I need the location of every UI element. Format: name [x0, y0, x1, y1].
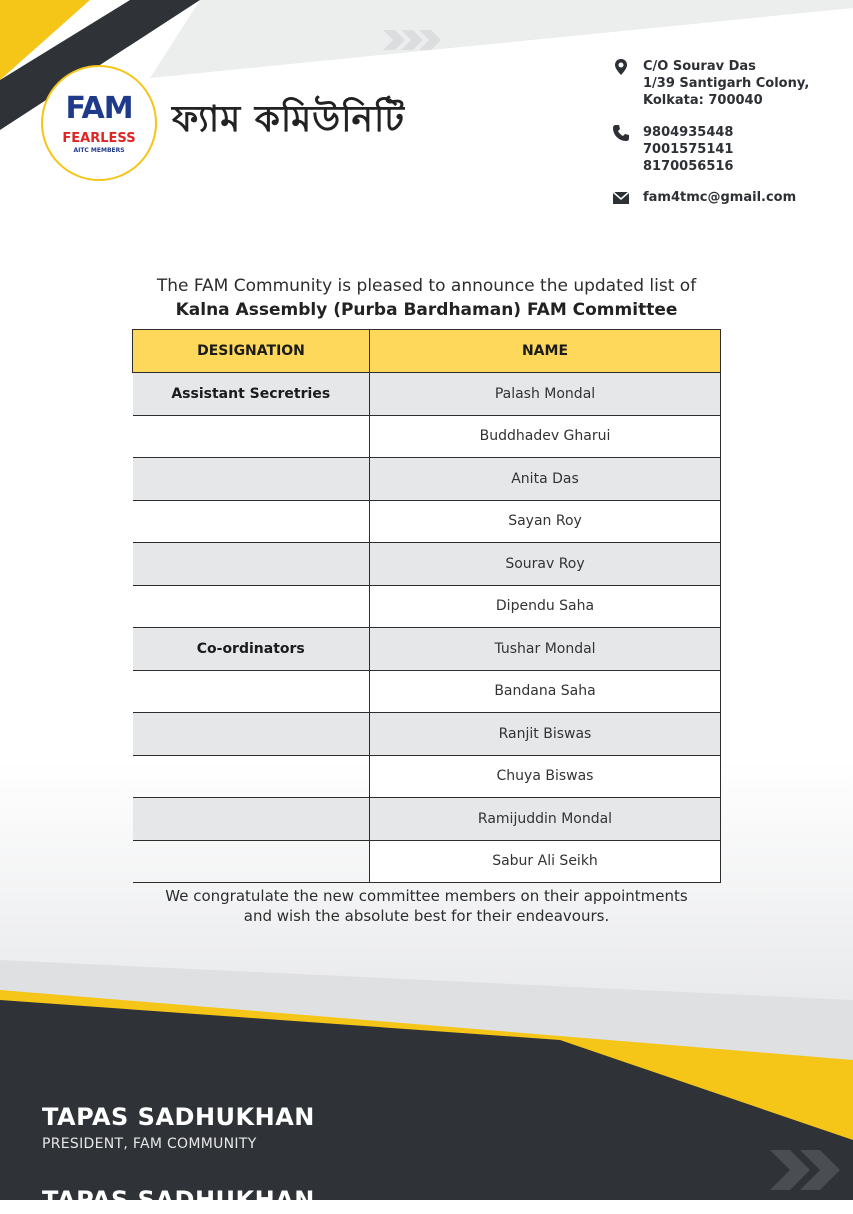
address-line-3: Kolkata: 700040: [643, 93, 763, 108]
intro-line: The FAM Community is pleased to announce the updated list of: [156, 276, 697, 296]
designation-header: DESIGNATION: [133, 330, 370, 373]
name-cell: Tushar Mondal: [370, 628, 721, 671]
table-row: [133, 458, 721, 501]
name-header: NAME: [370, 330, 721, 373]
designation-cell: [133, 500, 370, 543]
address-line-1: C/O Sourav Das: [643, 59, 756, 74]
name-cell: Sabur Ali Seikh: [370, 840, 721, 883]
designation-cell: [133, 798, 370, 841]
designation-cell: [133, 755, 370, 798]
table-row: [133, 373, 721, 416]
logo-main-text: FAM: [65, 91, 133, 126]
phone-2[interactable]: 7001575141: [643, 142, 734, 157]
designation-cell: [133, 543, 370, 586]
closing-line-2: and wish the absolute best for their endeavours.: [243, 907, 610, 925]
name-cell: Anita Das: [370, 458, 721, 501]
name-cell: Sourav Roy: [370, 543, 721, 586]
bengali-community-title: ফ্যাম কমিউনিটি: [172, 99, 405, 140]
table-row: [133, 713, 721, 756]
designation-cell: Assistant Secretries: [133, 373, 370, 416]
table-row: [133, 543, 721, 586]
logo-sub-text: FEARLESS: [62, 131, 136, 146]
name-cell: Ramijuddin Mondal: [370, 798, 721, 841]
address-line-2: 1/39 Santigarh Colony,: [643, 76, 810, 91]
president-name-cropped: TAPAS SADHUKHAN: [42, 1186, 315, 1214]
designation-cell: [133, 458, 370, 501]
designation-cell: Co-ordinators: [133, 628, 370, 671]
name-cell: Ranjit Biswas: [370, 713, 721, 756]
name-cell: Bandana Saha: [370, 670, 721, 713]
email-address[interactable]: fam4tmc@gmail.com: [643, 190, 797, 205]
name-cell: Chuya Biswas: [370, 755, 721, 798]
phone-1[interactable]: 9804935448: [643, 125, 734, 140]
designation-cell: [133, 670, 370, 713]
name-cell: Palash Mondal: [370, 373, 721, 416]
designation-cell: [133, 840, 370, 883]
name-cell: Dipendu Saha: [370, 585, 721, 628]
table-row: [133, 415, 721, 458]
designation-cell: [133, 415, 370, 458]
table-row: [133, 670, 721, 713]
table-header-row: [133, 330, 721, 373]
table-row: [133, 500, 721, 543]
envelope-icon: [612, 189, 630, 207]
committee-table: [132, 329, 721, 883]
logo-tagline: AITC MEMBERS: [73, 147, 125, 154]
president-name: TAPAS SADHUKHAN: [42, 1103, 315, 1131]
table-row: [133, 628, 721, 671]
phone-icon: [612, 124, 630, 142]
table-row: [133, 798, 721, 841]
location-pin-icon: [612, 58, 630, 76]
president-title: PRESIDENT, FAM COMMUNITY: [42, 1136, 257, 1152]
name-cell: Sayan Roy: [370, 500, 721, 543]
name-cell: Buddhadev Gharui: [370, 415, 721, 458]
committee-heading: Kalna Assembly (Purba Bardhaman) FAM Committee: [175, 300, 678, 320]
designation-cell: [133, 713, 370, 756]
phone-3[interactable]: 8170056516: [643, 159, 734, 174]
designation-cell: [133, 585, 370, 628]
table-row: [133, 585, 721, 628]
table-row: [133, 840, 721, 883]
closing-line-1: We congratulate the new committee members on their appointments: [165, 887, 688, 905]
table-row: [133, 755, 721, 798]
fam-logo: [41, 65, 157, 181]
